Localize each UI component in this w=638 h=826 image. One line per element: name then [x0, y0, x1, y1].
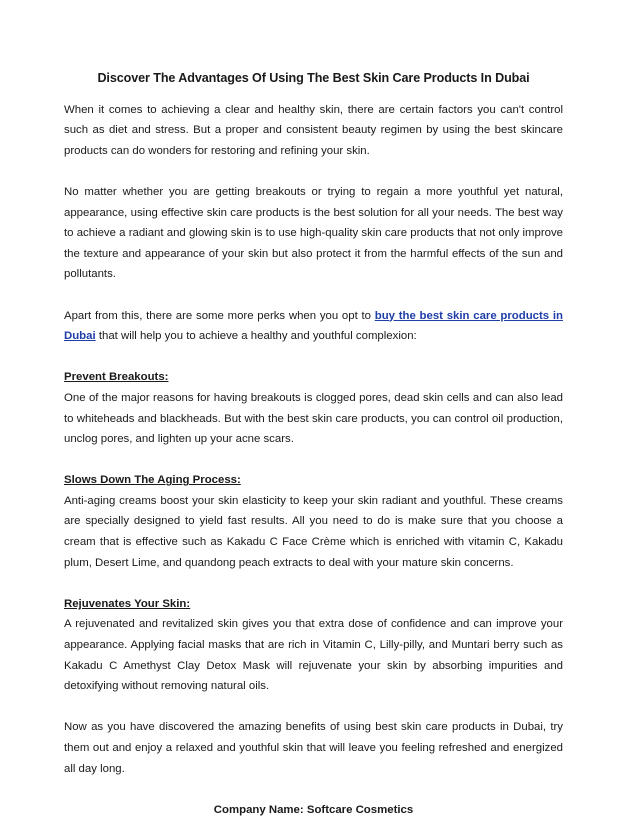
- section-slows-aging: [64, 470, 563, 573]
- perks-text-after-link: that will help you to achieve a healthy and youthful complexion:: [95, 330, 417, 343]
- document-title: Discover The Advantages Of Using The Best Skin Care Products In Dubai: [97, 71, 530, 85]
- document-page: [64, 68, 563, 820]
- section-body-rejuvenates-skin: A rejuvenated and revitalized skin gives you that extra dose of confidence and can improve your appearance. Applying facial masks that are rich in Vitamin C, Lilly-pilly, and Muntari berry such as Kakadu C Amethyst Clay Detox Mask will rejuvenate your skin by absorbing impurities and detoxifying without removing natural oils.: [64, 618, 563, 693]
- solution-paragraph: No matter whether you are getting breakouts or trying to regain a more youthful yet natural, appearance, using effective skin care products is the best solution for all your needs. The best way to achieve a radiant and glowing skin is to use high-quality skin care products that not only improve the texture and appearance of your skin but also protect it from the harmful effects of the sun and pollutants.: [64, 185, 563, 281]
- intro-paragraph: When it comes to achieving a clear and healthy skin, there are certain factors you can't control such as diet and stress. But a proper and consistent beauty regimen by using the best skincare products can do wonders for restoring and refining your skin.: [64, 103, 563, 157]
- closing-paragraph: Now as you have discovered the amazing benefits of using best skin care products in Dubai, try them out and enjoy a relaxed and youthful skin that will leave you feeling refreshed and energized all day long.: [64, 721, 563, 775]
- section-heading-prevent-breakouts: Prevent Breakouts:: [64, 371, 169, 384]
- section-body-slows-aging: Anti-aging creams boost your skin elasticity to keep your skin radiant and youthful. These creams are specially designed to yield fast results. All you need to do is make sure that you choose a cream that is effective such as Kakadu C Face Crème which is enriched with vitamin C, Kakadu plum, Desert Lime, and quandong peach extracts to deal with your mature skin concerns.: [64, 494, 563, 569]
- perks-text-before-link: Apart from this, there are some more perks when you opt to: [64, 309, 375, 322]
- perks-paragraph: [64, 306, 563, 347]
- section-heading-rejuvenates-skin: Rejuvenates Your Skin:: [64, 597, 191, 610]
- section-prevent-breakouts: [64, 367, 563, 449]
- company-name-line: Company Name: Softcare Cosmetics: [213, 803, 414, 816]
- section-heading-slows-aging: Slows Down The Aging Process:: [64, 474, 241, 487]
- section-body-prevent-breakouts: One of the major reasons for having breakouts is clogged pores, dead skin cells and can also lead to whiteheads and blackheads. But with the best skin care products, you can control oil production, unclog pores, and lighten up your acne scars.: [64, 391, 563, 446]
- buy-products-link[interactable]: buy the best skin care products in Dubai: [64, 309, 564, 343]
- section-rejuvenates-skin: [64, 594, 563, 697]
